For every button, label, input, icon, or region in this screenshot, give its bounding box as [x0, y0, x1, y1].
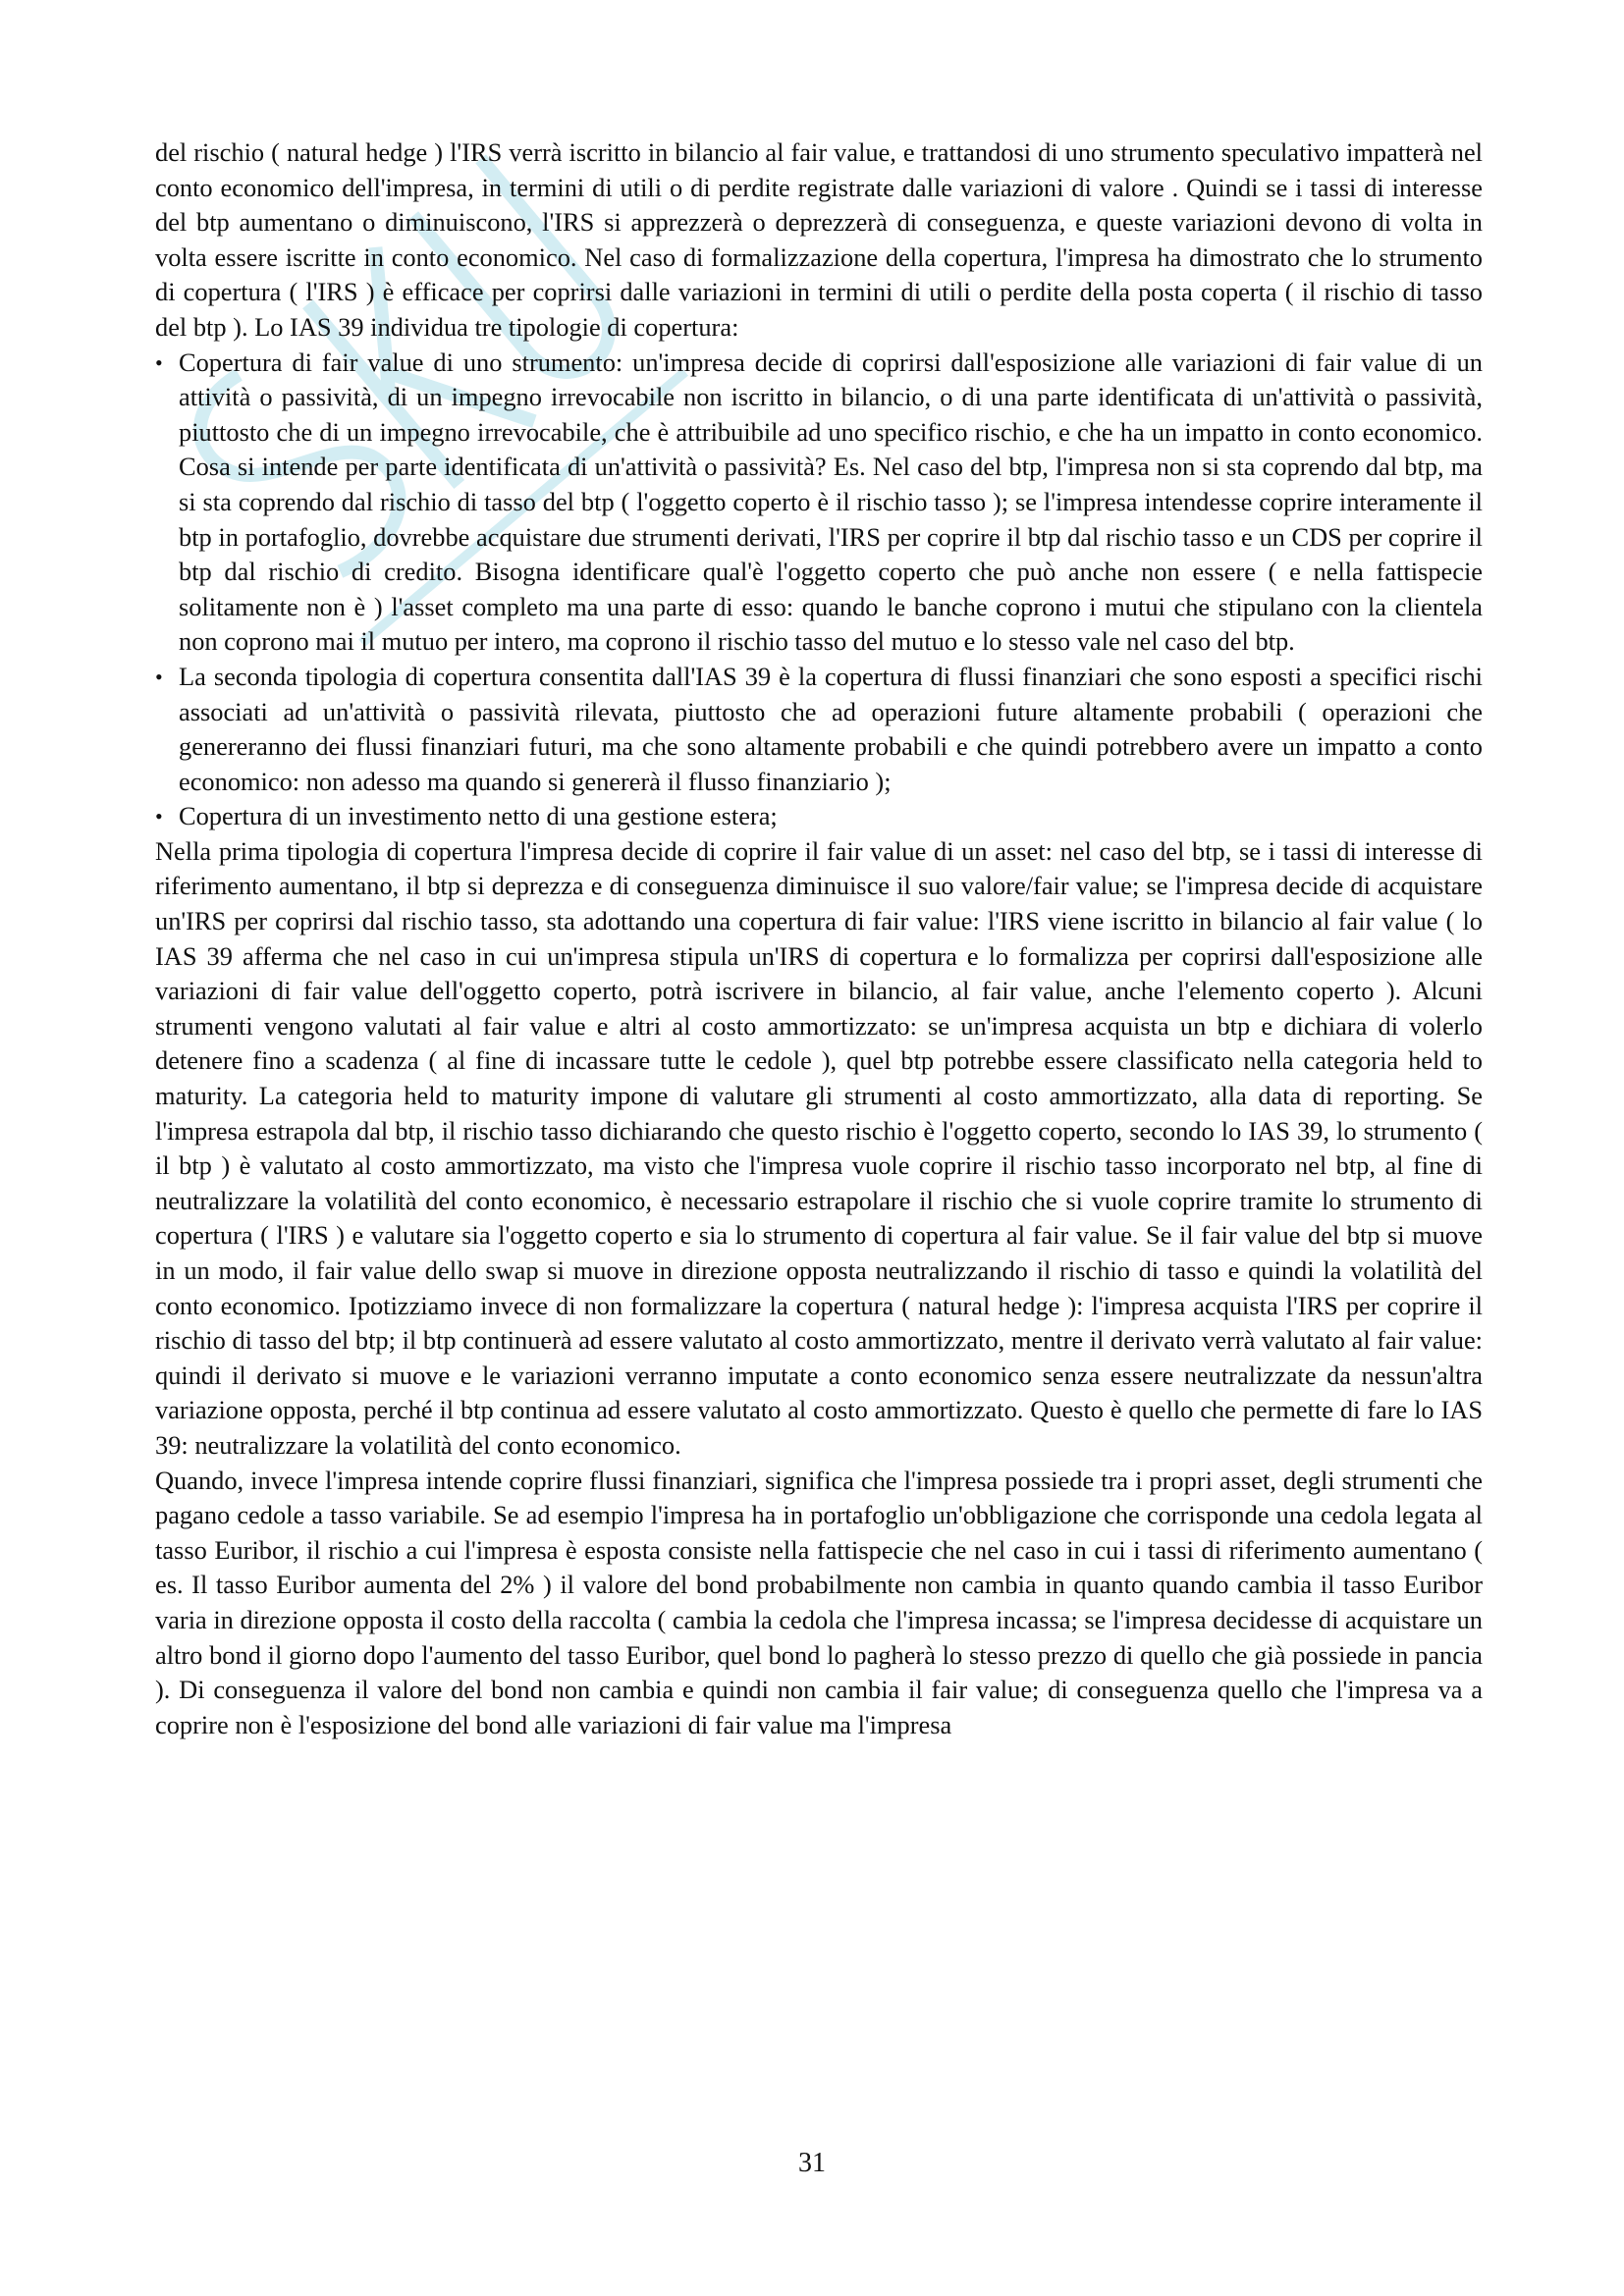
intro-paragraph: del rischio ( natural hedge ) l'IRS verrà iscritto in bilancio al fair value, e trattandosi di uno strumento speculativo impatterà nel conto economico dell'impresa, in termini di utili o di perdite registrate dalle variazioni di valore . Quindi se i tassi di interesse del btp aumentano o diminuiscono, l'IRS si apprezzerà o deprezzerà di conseguenza, e queste variazioni devono di volta in volta essere iscritte in conto economico. Nel caso di formalizzazione della copertura, l'impresa ha dimostrato che lo strumento di copertura ( l'IRS ) è efficace per coprirsi dalle variazioni in termini di utili o perdite della posta coperta ( il rischio di tasso del btp ). Lo IAS 39 individua tre tipologie di copertura:: [155, 137, 1483, 342]
list-item-cash-flow-hedge: • La seconda tipologia di copertura consentita dall'IAS 39 è la copertura di flussi finanziari che sono esposti a specifici rischi associati ad un'attività o passività rilevata, piuttosto che ad operazioni future altamente probabili ( operazioni che genereranno dei flussi finanziari futuri, ma che sono altamente probabili e che quindi potrebbero avere un impatto a conto economico: non adesso ma quando si genererà il flusso finanziario );: [155, 660, 1483, 799]
paragraph-fair-value-explanation: Nella prima tipologia di copertura l'impresa decide di coprire il fair value di un asset: nel caso del btp, se i tassi di interesse di riferimento aumentano, il btp si deprezza e di conseguenza diminuisce il suo valore/fair value; se l'impresa decide di acquistare un'IRS per coprirsi dal rischio tasso, sta adottando una copertura di fair value: l'IRS viene iscritto in bilancio al fair value ( lo IAS 39 afferma che nel caso in cui un'impresa stipula un'IRS di copertura e lo formalizza per coprirsi dall'esposizione alle variazioni di fair value dell'oggetto coperto, potrà iscrivere in bilancio, al fair value, anche l'elemento coperto ). Alcuni strumenti vengono valutati al fair value e altri al costo ammortizzato: se un'impresa acquista un btp e dichiara di volerlo detenere fino a scadenza ( al fine di incassare tutte le cedole ), quel btp potrebbe essere classificato nella categoria held to maturity. La categoria held to maturity impone di valutare gli strumenti al costo ammortizzato, alla data di reporting. Se l'impresa estrapola dal btp, il rischio tasso dichiarando che questo rischio è l'oggetto coperto, secondo lo IAS 39, lo strumento ( il btp ) è valutato al costo ammortizzato, ma visto che l'impresa vuole coprire il rischio tasso incorporato nel btp, al fine di neutralizzare la volatilità del conto economico, è necessario estrapolare il rischio che si vuole coprire tramite lo strumento di copertura ( l'IRS ) e valutare sia l'oggetto coperto e sia lo strumento di copertura al fair value. Se il fair value del btp si muove in un modo, il fair value dello swap si muove in direzione opposta neutralizzando il rischio di tasso e quindi la volatilità del conto economico. Ipotizziamo invece di non formalizzare la copertura ( natural hedge ): l'impresa acquista l'IRS per coprire il rischio di tasso del btp; il btp continuerà ad essere valutato al costo ammortizzato, mentre il derivato verrà valutato al fair value: quindi il derivato si muove e le variazioni verranno imputate a conto economico senza essere neutralizzate da nessun'altra variazione opposta, perché il btp continua ad essere valutato al costo ammortizzato. Questo è quello che permette di fare lo IAS 39: neutralizzare la volatilità del conto economico.: [155, 835, 1483, 1460]
page-body: [155, 135, 1483, 1742]
page-number: 31: [798, 2148, 826, 2178]
paragraph-cash-flow-explanation: Quando, invece l'impresa intende coprire flussi finanziari, significa che l'impresa possiede tra i propri asset, degli strumenti che pagano cedole a tasso variabile. Se ad esempio l'impresa ha in portafoglio un'obbligazione che corrisponde una cedola legata al tasso Euribor, il rischio a cui l'impresa è esposta consiste nella fattispecie che nel caso in cui i tassi di riferimento aumentano ( es. Il tasso Euribor aumenta del 2% ) il valore del bond probabilmente non cambia in quanto quando cambia il tasso Euribor varia in direzione opposta il costo della raccolta ( cambia la cedola che l'impresa incassa; se l'impresa decidesse di acquistare un altro bond il giorno dopo l'aumento del tasso Euribor, quel bond lo pagherà lo stesso prezzo di quello che già possiede in pancia ). Di conseguenza il valore del bond non cambia e quindi non cambia il fair value; di conseguenza quello che l'impresa va a coprire non è l'esposizione del bond alle variazioni di fair value ma l'impresa: [155, 1465, 1483, 1739]
list-item-fair-value-hedge: • Copertura di fair value di uno strumento: un'impresa decide di coprirsi dall'esposizione alle variazioni di fair value di un attività o passività, di un impegno irrevocabile non iscritto in bilancio, o di una parte identificata di un'attività o passività, piuttosto che di un impegno irrevocabile, che è attribuibile ad uno specifico rischio, e che ha un impatto in conto economico. Cosa si intende per parte identificata di un'attività o passività? Es. Nel caso del btp, l'impresa non si sta coprendo dal btp, ma si sta coprendo dal rischio di tasso del btp ( l'oggetto coperto è il rischio tasso ); se l'impresa intendesse coprire interamente il btp in portafoglio, dovrebbe acquistare due strumenti derivati, l'IRS per coprire il btp dal rischio tasso e un CDS per coprire il btp dal rischio di credito. Bisogna identificare qual'è l'oggetto coperto che può anche non essere ( e nella fattispecie solitamente non è ) l'asset completo ma una parte di esso: quando le banche coprono i mutui che stipulano con la clientela non coprono mai il mutuo per intero, ma coprono il rischio tasso del mutuo e lo stesso vale nel caso del btp.: [155, 346, 1483, 660]
list-item-net-investment-hedge: • Copertura di un investimento netto di una gestione estera;: [155, 799, 1483, 834]
coverage-types-list: [155, 346, 1483, 834]
